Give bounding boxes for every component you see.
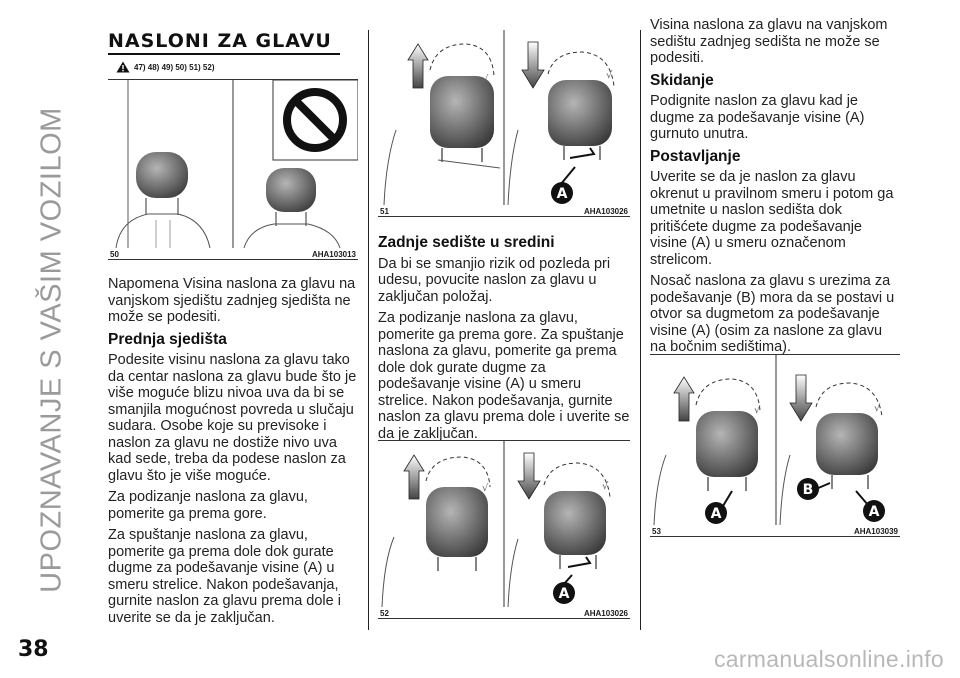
callout-a-label-52: A — [558, 586, 570, 602]
column-middle — [378, 30, 630, 618]
heading-removal: Skidanje — [650, 71, 714, 89]
removal-paragraph: Podignite naslon za glavu kad je dugme za podešavanje visine (A) gurnuto unutra. — [650, 93, 865, 142]
column-right — [650, 17, 900, 536]
callout-a-label-53-right: A — [868, 504, 880, 520]
section-title: NASLONI ZA GLAVU — [108, 30, 340, 55]
installation-paragraph-2: Nosač naslona za glavu s urezima za podešavanje (B) mora da se postavi u otvor sa dugmetom za podešavanje visine (A) (osim za naslone za glavu na bočnim sedištima). — [650, 273, 895, 355]
heading-rear-center-seat: Zadnje sedište u sredini — [378, 234, 555, 251]
watermark: carmanualsonline.info — [713, 646, 944, 672]
svg-text:√: √ — [606, 70, 613, 81]
figure-52-caption: 52 AHA103026 — [380, 609, 628, 618]
warning-triangle-icon — [116, 61, 130, 73]
rear-center-paragraph-1: Da bi se smanjio rizik od pozleda pri udesu, povucite naslon za glavu u zaključan položaj. — [378, 255, 611, 305]
installation-paragraph-1: Uverite se da je naslon za glavu okrenut u pravilnom smeru i potom ga umetnite u naslon sedišta dok pritišćete dugme za podešavanje visine (A) u smeru označenom strelicom. — [650, 169, 894, 268]
figure-51-caption: 51 AHA103026 — [380, 207, 628, 216]
figure-51-illustration — [378, 30, 630, 205]
callout-b-label: B — [802, 482, 814, 498]
svg-text:√: √ — [874, 403, 881, 414]
front-paragraph-2: Za podizanje naslona za glavu, pomerite ga prema gore. — [108, 489, 308, 522]
column-middle-text — [378, 235, 630, 442]
heading-installation: Postavljanje — [650, 147, 741, 165]
front-paragraph-1: Podesite visinu naslona za glavu tako da centar naslona za glavu bude što je više moguće blizu nivoa uva da bi se smanjila mogućnost povreda u slučaju sudara. Osobe koje su previsoke i naslon za glavu ne dostiže nivo uva kad sede, treba da podese naslon za glavu što je više moguće. — [108, 352, 357, 484]
callout-a-label: A — [556, 186, 568, 202]
outer-seat-note: Visina naslona za glavu na vanjskom sedištu zadnjeg sedišta ne može se podesiti. — [650, 17, 888, 66]
figure-50-illustration — [108, 80, 358, 248]
figure-50 — [108, 79, 358, 260]
figure-50-caption: 50 AHA103013 — [110, 250, 356, 259]
note-paragraph: Napomena Visina naslona za glavu na vanjskom sjedištu zadnjeg sjedišta ne može se podesiti. — [108, 276, 356, 325]
figure-52-illustration — [378, 441, 630, 607]
column-left-text — [108, 276, 358, 626]
svg-text:√: √ — [602, 481, 609, 492]
svg-text:√: √ — [482, 74, 489, 85]
callout-a-label-53-left: A — [710, 506, 722, 522]
figure-53 — [650, 354, 900, 537]
column-right-text — [650, 17, 900, 356]
heading-front-seats: Prednja sjedišta — [108, 330, 227, 348]
rear-center-paragraph-2: Za podizanje naslona za glavu, pomerite ga prema gore. Za spuštanje naslona za glavu, pomerite ga prema dole dok gurate dugme za podešavanje visine (A) u smeru strelice. Nakon podešavanja, gurnite naslon za glavu prema dole i uverite se da je zaključan. — [378, 310, 630, 442]
figure-51 — [378, 30, 630, 217]
figure-52 — [378, 440, 630, 619]
figure-53-illustration — [650, 355, 900, 525]
svg-text:√: √ — [754, 405, 761, 416]
warning-references: 47) 48) 49) 50) 51) 52) — [116, 61, 358, 73]
column-left — [108, 30, 358, 631]
front-paragraph-3: Za spuštanje naslona za glavu, pomerite ga prema dole dok gurate dugme za podešavanje visine (A) u smeru strelice. Nakon podešavanja, gurnite naslon za glavu prema dole i uverite se da je zaključan. — [108, 527, 341, 626]
column-divider-1 — [368, 30, 369, 630]
page-number: 38 — [18, 637, 49, 662]
column-divider-2 — [640, 30, 641, 630]
figure-53-caption: 53 AHA103039 — [652, 527, 898, 536]
svg-text:√: √ — [482, 483, 489, 494]
